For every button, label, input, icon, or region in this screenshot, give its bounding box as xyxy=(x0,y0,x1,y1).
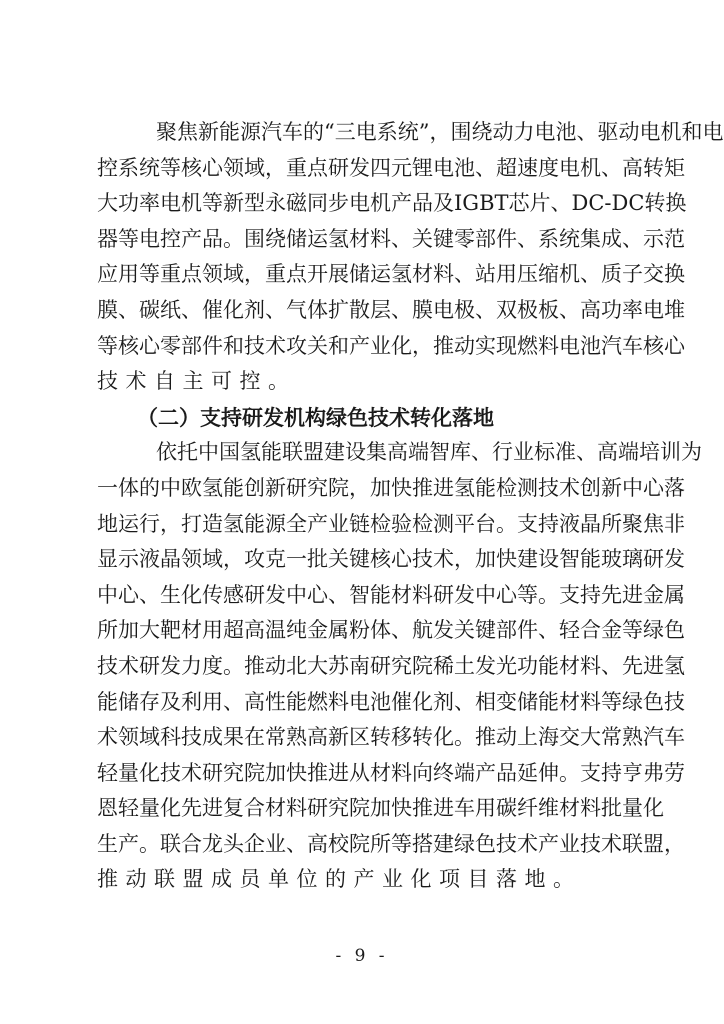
text-line: 依 托 中 国 氢 能 联 盟 建 设 集 高 端 智 库 、 行 业 标 准 、 高 端 培 训 为 xyxy=(156,440,702,465)
document-body xyxy=(97,115,724,898)
text-line: 能 储 存 及 利 用 、 高 性 能 燃 料 电 池 催 化 剂 、 相 变 储 能 材 料 等 绿 色 技 xyxy=(97,689,685,714)
text-line: 恩 轻 量 化 先 进 复 合 材 料 研 究 院 加 快 推 进 车 用 碳 纤 维 材 料 批 量 化 xyxy=(97,796,664,821)
text-line: 地 运 行 ， 打 造 氢 能 源 全 产 业 链 检 验 检 测 平 台 。 支 持 液 晶 所 聚 焦 非 xyxy=(97,511,685,536)
text-line: 器 等 电 控 产 品 。 围 绕 储 运 氢 材 料 、 关 键 零 部 件 、 系 统 集 成 、 示 范 xyxy=(97,226,685,251)
text-line: 所 加 大 靶 材 用 超 高 温 纯 金 属 粉 体 、 航 发 关 键 部 件 、 轻 合 金 等 绿 色 xyxy=(97,618,685,643)
text-line: 轻 量 化 技 术 研 究 院 加 快 推 进 从 材 料 向 终 端 产 品 延 伸 。 支 持 亨 弗 劳 xyxy=(97,760,685,785)
text-line: 应 用 等 重 点 领 域 ， 重 点 开 展 储 运 氢 材 料 、 站 用 压 缩 机 、 质 子 交 换 xyxy=(97,262,685,287)
text-line: 技 术 自 主 可 控 。 xyxy=(97,369,289,394)
paragraph-1 xyxy=(97,115,724,400)
text-line: 中 心 、 生 化 传 感 研 发 中 心 、 智 能 材 料 研 发 中 心 等 。 支 持 先 进 金 属 xyxy=(97,582,685,607)
section-heading-text: （二）支持研发机构绿色技术转化落地 xyxy=(137,404,494,430)
text-line: 显 示 液 晶 领 域 ， 攻 克 一 批 关 键 核 心 技 术 ， 加 快 建 设 智 能 玻 璃 研 发 xyxy=(97,547,685,572)
text-line: 控 系 统 等 核 心 领 域 ， 重 点 研 发 四 元 锂 电 池 、 超 速 度 电 机 、 高 转 矩 xyxy=(97,155,685,180)
text-line: 大 功 率 电 机 等 新 型 永 磁 同 步 电 机 产 品 及 IGBT 芯 片 、 DC-DC 转 换 xyxy=(97,191,687,216)
paragraph-2 xyxy=(97,435,702,898)
text-line: 一 体 的 中 欧 氢 能 创 新 研 究 院 ， 加 快 推 进 氢 能 检 测 技 术 创 新 中 心 落 xyxy=(97,475,685,500)
section-heading xyxy=(97,400,628,436)
text-line: 膜 、 碳 纸 、 催 化 剂 、 气 体 扩 散 层 、 膜 电 极 、 双 极 板 、 高 功 率 电 堆 xyxy=(97,297,685,322)
text-line: 技 术 研 发 力 度 。 推 动 北 大 苏 南 研 究 院 稀 土 发 光 功 能 材 料 、 先 进 氢 xyxy=(97,653,685,678)
text-line: 等 核 心 零 部 件 和 技 术 攻 关 和 产 业 化 ， 推 动 实 现 燃 料 电 池 汽 车 核 心 xyxy=(97,333,685,358)
text-line: 推 动 联 盟 成 员 单 位 的 产 业 化 项 目 落 地 。 xyxy=(97,867,574,892)
text-line: 生 产 。 联 合 龙 头 企 业 、 高 校 院 所 等 搭 建 绿 色 技 术 产 业 技 术 联 盟 ， xyxy=(97,831,685,856)
text-line: 术 领 域 科 技 成 果 在 常 熟 高 新 区 转 移 转 化 。 推 动 上 海 交 大 常 熟 汽 车 xyxy=(97,725,685,750)
page-number: - 9 - xyxy=(335,946,389,966)
text-line: 聚 焦 新 能 源 汽 车 的 “ 三 电 系 统 ” ， 围 绕 动 力 电 池 、 驱 动 电 机 和 电 xyxy=(156,120,724,144)
